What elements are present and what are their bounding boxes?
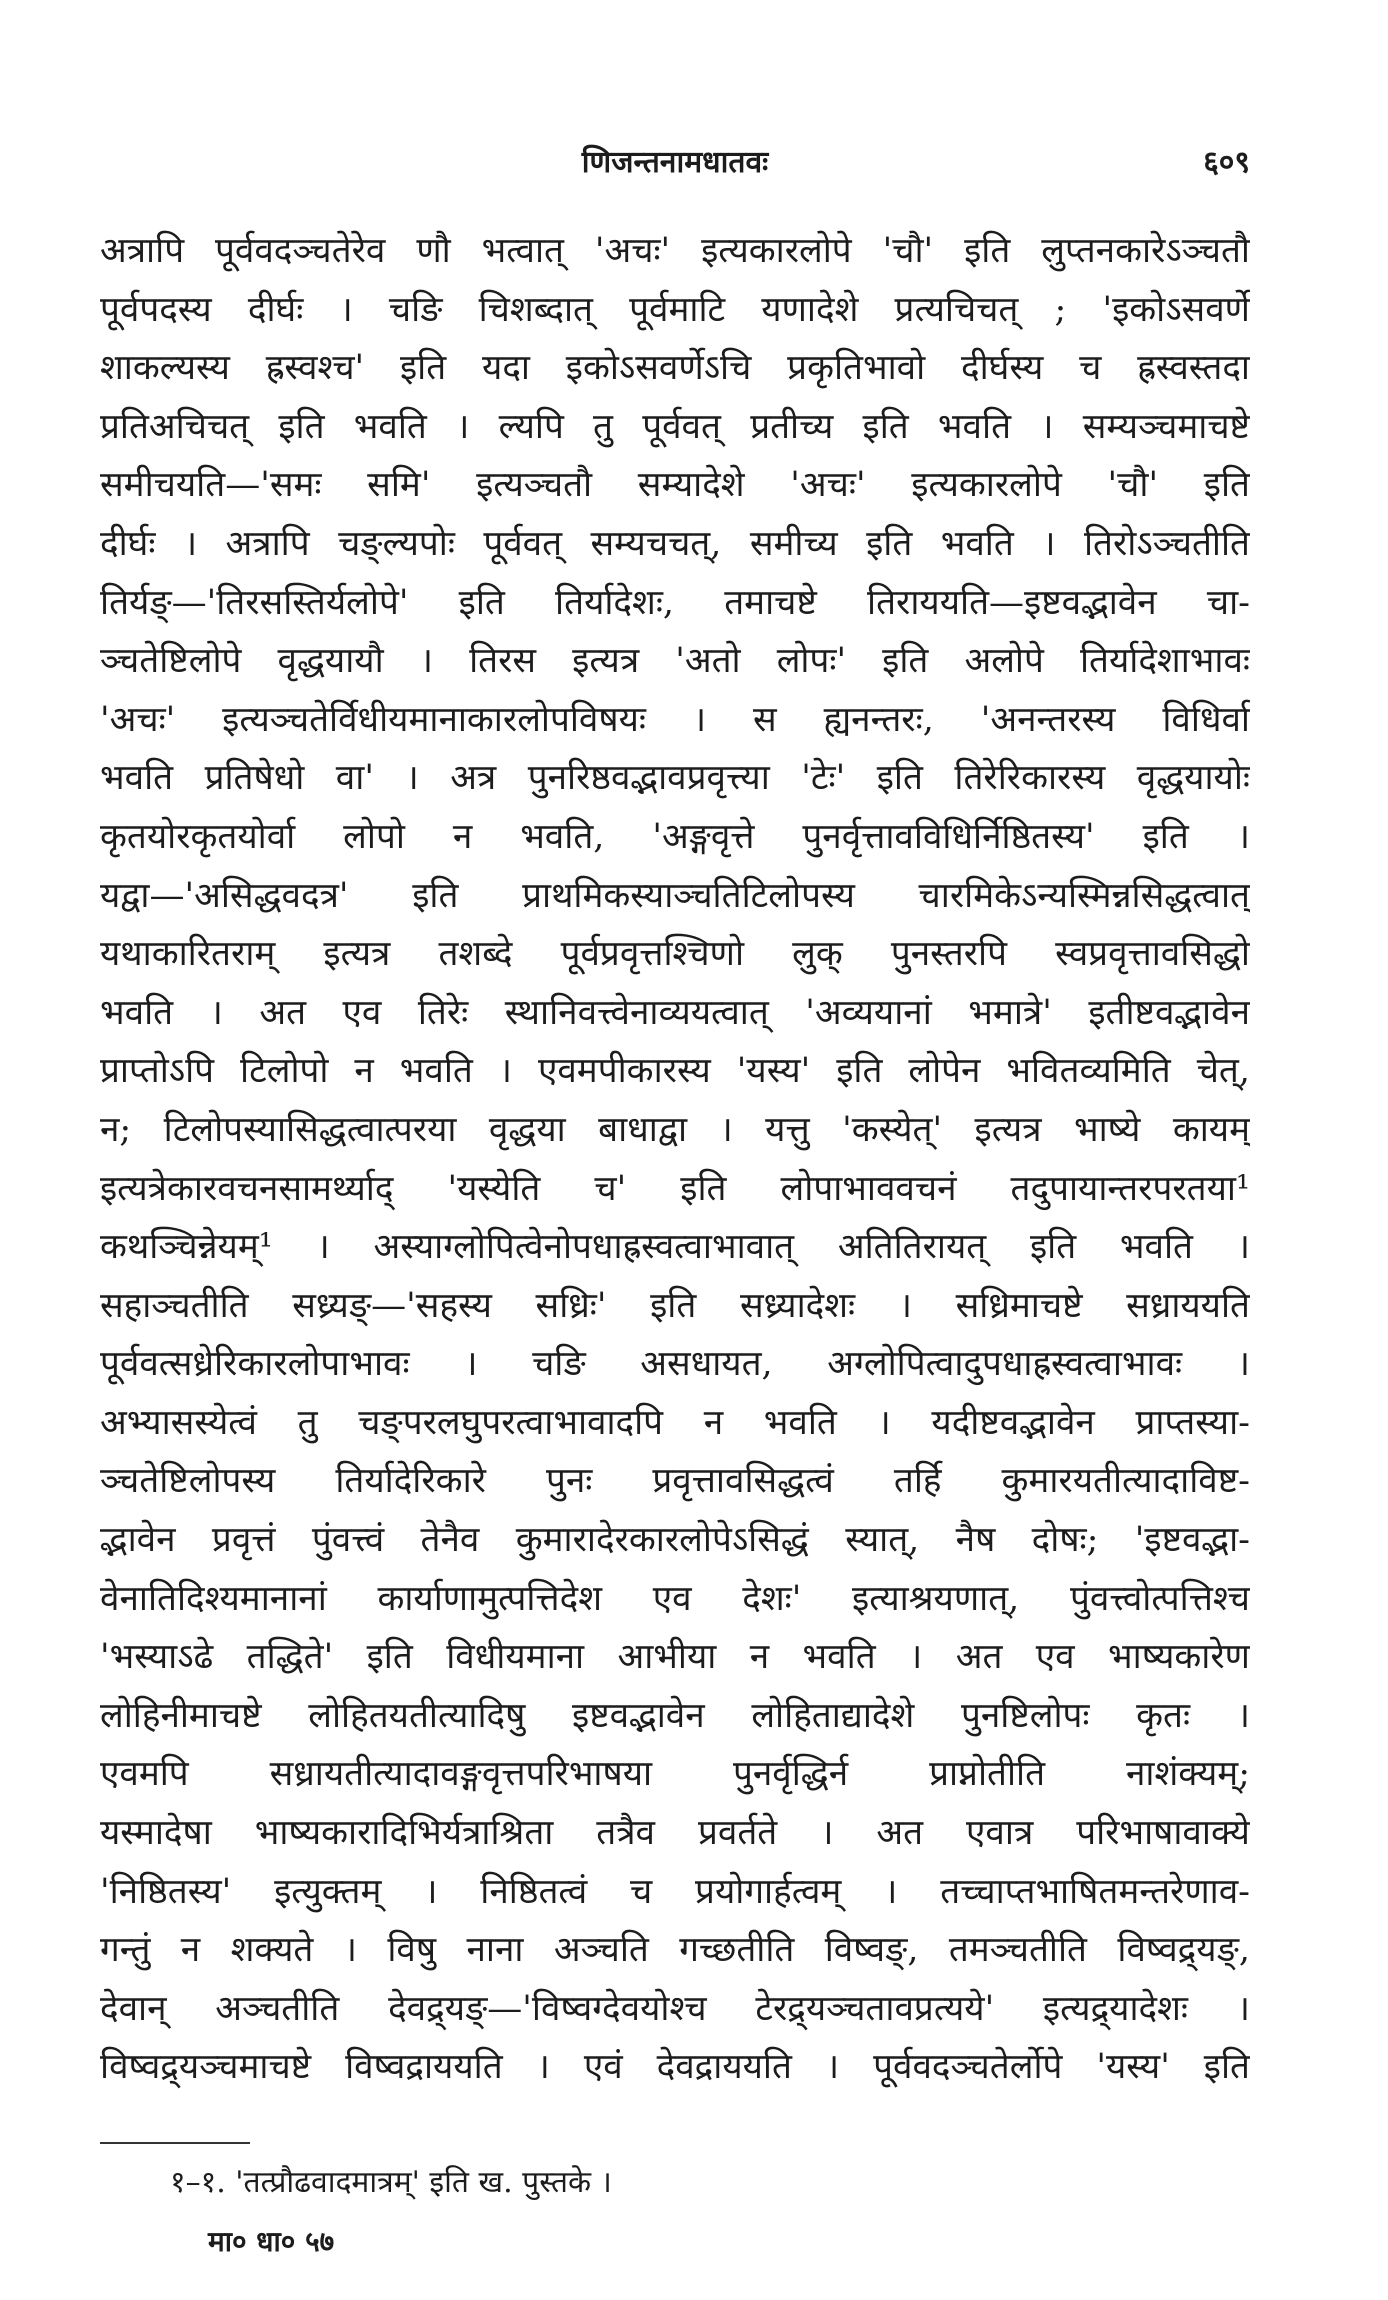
text-line: एवमपि सध्रायतीत्यादावङ्गवृत्तपरिभाषया पुनर्वृद्धिर्न प्राप्नोतीति नाशंक्यम्;: [100, 1754, 1250, 1795]
text-line: द्भावेन प्रवृत्तं पुंवत्त्वं तेनैव कुमारादेरकारलोपेऽसिद्धं स्यात्, नैष दोषः; 'इष्टवद्भा-: [100, 1520, 1250, 1561]
text-line: तिर्यङ्—'तिरसस्तिर्यलोपे' इति तिर्यादेशः, तमाचष्टे तिराययति—इष्टवद्भावेन चा-: [100, 582, 1250, 623]
footnote: १–१. 'तत्प्रौढवादमात्रम्' इति ख. पुस्तके ।: [170, 2165, 612, 2200]
signature-mark: मा० धा० ५७: [208, 2225, 335, 2258]
text-line: कथञ्चिन्नेयम्¹ । अस्याग्लोपित्वेनोपधाह्रस्वत्वाभावात् अतितिरायत् इति भवति ।: [100, 1227, 1250, 1268]
text-line: प्रतिअचिचत् इति भवति । ल्यपि तु पूर्ववत् प्रतीच्य इति भवति । सम्यञ्चमाचष्टे: [100, 406, 1250, 447]
text-line: पूर्वपदस्य दीर्घः । चङि चिशब्दात् पूर्वमाटि यणादेशे प्रत्यचिचत् ; 'इकोऽसवर्णे: [100, 289, 1250, 330]
page-header: [100, 140, 1250, 200]
text-line: दीर्घः । अत्रापि चङ्ल्यपोः पूर्ववत् सम्यचचत्, समीच्य इति भवति । तिरोऽञ्चतीति: [100, 523, 1250, 564]
text-line: अभ्यासस्येत्वं तु चङ्परलघुपरत्वाभावादपि न भवति । यदीष्टवद्भावेन प्राप्तस्या-: [100, 1402, 1250, 1443]
text-line: 'भस्याऽढे तद्धिते' इति विधीयमाना आभीया न भवति । अत एव भाष्यकारेण: [100, 1637, 1250, 1678]
body-text: [100, 222, 1250, 2097]
text-line: समीचयति—'समः समि' इत्यञ्चतौ सम्यादेशे 'अचः' इत्यकारलोपे 'चौ' इति: [100, 465, 1250, 506]
text-line: भवति प्रतिषेधो वा' । अत्र पुनरिष्ठवद्भावप्रवृत्त्या 'टेः' इति तिरेरिकारस्य वृद्धयायोः: [100, 758, 1250, 799]
text-line: देवान् अञ्चतीति देवद्र्यङ्—'विष्वग्देवयोश्च टेरद्र्यञ्चतावप्रत्यये' इत्यद्र्यादेशः ।: [100, 1988, 1250, 2029]
text-line: ञ्चतेष्टिलोपे वृद्धयायौ । तिरस इत्यत्र 'अतो लोपः' इति अलोपे तिर्यादेशाभावः: [100, 641, 1250, 682]
text-line: विष्वद्र्यञ्चमाचष्टे विष्वद्राययति । एवं देवद्राययति । पूर्ववदञ्चतेर्लोपे 'यस्य' इति: [100, 2047, 1250, 2088]
text-line: लोहिनीमाचष्टे लोहितयतीत्यादिषु इष्टवद्भावेन लोहिताद्यादेशे पुनष्टिलोपः कृतः ।: [100, 1695, 1250, 1736]
text-line: पूर्ववत्सध्रेरिकारलोपाभावः । चङि असधायत, अग्लोपित्वादुपधाह्रस्वत्वाभावः ।: [100, 1344, 1250, 1385]
text-line: अत्रापि पूर्ववदञ्चतेरेव णौ भत्वात् 'अचः' इत्यकारलोपे 'चौ' इति लुप्तनकारेऽञ्चतौ: [100, 231, 1250, 271]
running-head-title: णिजन्तनामधातवः: [581, 145, 769, 180]
text-line: न; टिलोपस्यासिद्धत्वात्परया वृद्धया बाधाद्वा । यत्तु 'कस्येत्' इत्यत्र भाष्ये कायम्: [100, 1109, 1250, 1150]
text-line: यद्वा—'असिद्धवदत्र' इति प्राथमिकस्याञ्चतिटिलोपस्य चारमिकेऽन्यस्मिन्नसिद्धत्वात्: [100, 875, 1250, 916]
footnote-divider: [100, 2142, 250, 2144]
text-line: गन्तुं न शक्यते । विषु नाना अञ्चति गच्छतीति विष्वङ्, तमञ्चतीति विष्वद्र्यङ्,: [100, 1930, 1250, 1971]
text-line: ञ्चतेष्टिलोपस्य तिर्यादेरिकारे पुनः प्रवृत्तावसिद्धत्वं तर्हि कुमारयतीत्यादाविष्ट-: [100, 1461, 1250, 1502]
text-line: यस्मादेषा भाष्यकारादिभिर्यत्राश्रिता तत्रैव प्रवर्तते । अत एवात्र परिभाषावाक्ये: [100, 1813, 1250, 1854]
text-line: इत्यत्रेकारवचनसामर्थ्याद् 'यस्येति च' इति लोपाभाववचनं तदुपायान्तरपरतया¹: [100, 1168, 1250, 1209]
text-line: वेनातिदिश्यमानानां कार्याणामुत्पत्तिदेश एव देशः' इत्याश्रयणात्, पुंवत्त्वोत्पत्तिश्च: [100, 1578, 1250, 1619]
text-line: शाकल्यस्य ह्रस्वश्च' इति यदा इकोऽसवर्णेऽचि प्रकृतिभावो दीर्घस्य च ह्रस्वस्तदा: [100, 348, 1250, 389]
text-line: यथाकारितराम् इत्यत्र तशब्दे पूर्वप्रवृत्तश्चिणो लुक् पुनस्तरपि स्वप्रवृत्तावसिद्धो: [100, 934, 1250, 975]
text-line: कृतयोरकृतयोर्वा लोपो न भवति, 'अङ्गवृत्ते पुनर्वृत्तावविधिर्निष्ठितस्य' इति ।: [100, 816, 1250, 857]
page-number: ६०९: [1203, 145, 1250, 180]
text-line: 'अचः' इत्यञ्चतेर्विधीयमानाकारलोपविषयः । स ह्यनन्तरः, 'अनन्तरस्य विधिर्वा: [100, 699, 1250, 740]
text-line: सहाञ्चतीति सध्र्यङ्—'सहस्य सध्रिः' इति सध्र्यादेशः । सध्रिमाचष्टे सध्राययति: [100, 1285, 1250, 1326]
text-line: प्राप्तोऽपि टिलोपो न भवति । एवमपीकारस्य 'यस्य' इति लोपेन भवितव्यमिति चेत्,: [100, 1051, 1250, 1092]
text-line: भवति । अत एव तिरेः स्थानिवत्त्वेनाव्ययत्वात् 'अव्ययानां भमात्रे' इतीष्टवद्भावेन: [100, 992, 1250, 1033]
text-line: 'निष्ठितस्य' इत्युक्तम् । निष्ठितत्वं च प्रयोगार्हत्वम् । तच्चाप्तभाषितमन्तरेणाव-: [100, 1871, 1250, 1912]
